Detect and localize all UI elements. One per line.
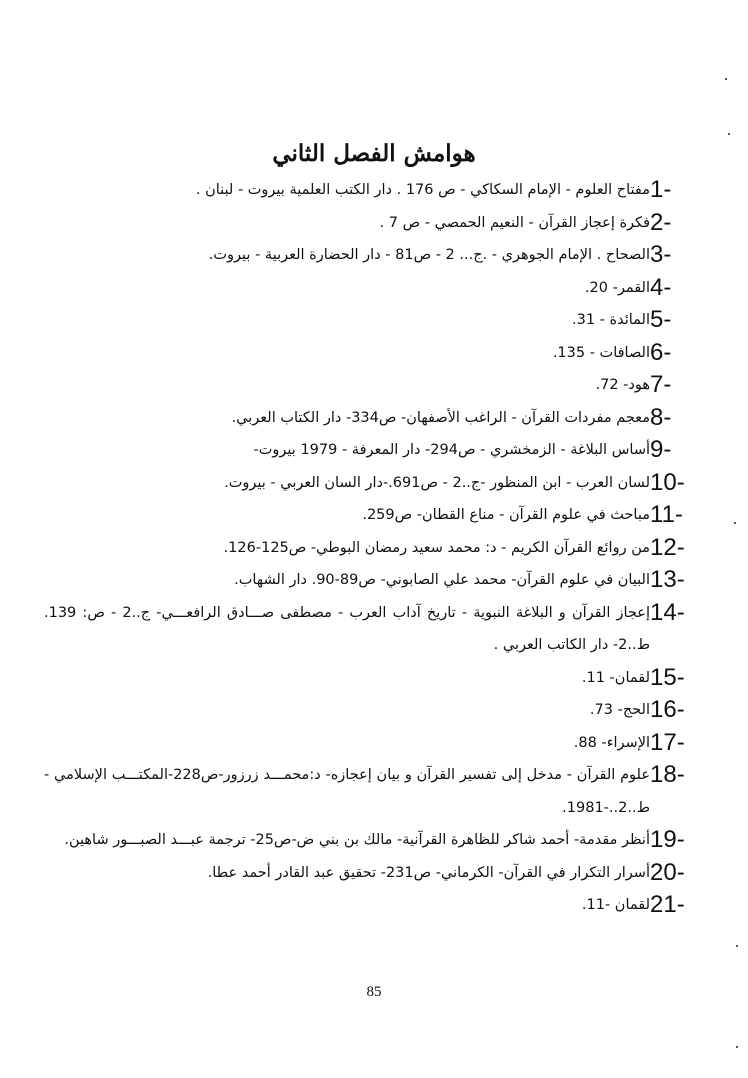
footnote-number: 10- — [650, 468, 685, 496]
footnote-number: 1- — [650, 176, 672, 203]
footnote-number: 7- — [650, 371, 672, 398]
scan-speck — [725, 78, 727, 80]
footnote-number: 5- — [650, 306, 672, 333]
footnote-number: 16- — [650, 696, 685, 723]
footnote-item — [44, 532, 712, 565]
footnote-number: 2- — [650, 208, 672, 236]
footnote-number: 21- — [650, 891, 685, 918]
footnote-item — [44, 824, 712, 857]
footnote-text: المائدة - 31. — [571, 312, 650, 328]
footnote-item — [44, 889, 712, 922]
footnote-text: فكرة إعجاز القرآن - النعيم الحمصي - ص 7 . — [379, 214, 650, 231]
footnote-item — [44, 434, 712, 467]
footnote-text: البيان في علوم القرآن- محمد علي الصابوني- ص89-90. دار الشهاب. — [234, 572, 650, 588]
scan-speck — [736, 1046, 738, 1048]
footnotes-list — [44, 174, 712, 922]
footnote-item — [44, 402, 712, 435]
footnote-item — [44, 597, 712, 662]
footnote-text: أنظر مقدمة- أحمد شاكر للظاهرة القرآنية- مالك بن بني ض-ص25- ترجمة عبـــد الصبـــور شاهين. — [64, 832, 650, 848]
footnote-text: من روائع القرآن الكريم - د: محمد سعيد رمضان البوطي- ص125-126. — [223, 539, 650, 556]
scan-speck — [734, 522, 736, 524]
footnote-text: الإسراء- 88. — [573, 734, 650, 751]
footnote-number: 13- — [650, 566, 685, 593]
footnote-text: الصحاح . الإمام الجوهري - .ج... 2 - ص81 - دار الحضارة العربية - بيروت. — [208, 247, 650, 263]
footnote-number: 19- — [650, 826, 685, 853]
footnote-text: القمر- 20. — [584, 279, 650, 296]
footnote-text: معجم مفردات القرآن - الراغب الأصفهان- ص334- دار الكتاب العربي. — [231, 409, 650, 426]
footnote-text: إعجاز القرآن و البلاغة النبوية - تاريخ آداب العرب - مصطفى صـــادق الرافعـــي- ج..2 - ص: 139. ط..2- دار الكاتب العربي . — [44, 604, 650, 653]
footnote-item — [44, 727, 712, 760]
footnote-text: علوم القرآن - مدخل إلى تفسير القرآن و بيان إعجازه- د:محمـــد زرزور-ص228-المكتـــب الإسلامي - ط..2..-1981. — [44, 767, 650, 816]
footnote-number: 8- — [650, 403, 672, 431]
footnote-text: مفتاح العلوم - الإمام السكاكي - ص 176 . دار الكتب العلمية بيروت - لبنان . — [195, 182, 650, 198]
footnote-item — [44, 337, 712, 370]
scan-speck — [736, 945, 738, 947]
footnote-number: 20- — [650, 858, 685, 886]
footnote-text: أساس البلاغة - الزمخشري - ص294- دار المعرفة - 1979 بيروت- — [253, 442, 650, 458]
footnote-number: 3- — [650, 241, 672, 268]
scan-speck — [728, 133, 730, 135]
page-title: هوامش الفصل الثاني — [272, 140, 476, 167]
footnote-number: 17- — [650, 728, 685, 756]
footnote-item — [44, 759, 712, 824]
footnote-text: الحج- 73. — [589, 702, 650, 718]
footnote-number: 15- — [650, 663, 685, 691]
footnote-text: مباحث في علوم القرآن - مناع القطان- ص259. — [362, 507, 650, 523]
footnote-number: 11- — [650, 501, 683, 528]
footnote-text: الصافات - 135. — [552, 344, 650, 361]
footnote-item — [44, 662, 712, 695]
footnote-item — [44, 694, 712, 727]
footnote-number: 4- — [650, 273, 672, 301]
footnote-number: 14- — [650, 598, 685, 626]
footnote-number: 6- — [650, 338, 672, 366]
footnote-item — [44, 369, 712, 402]
footnote-number: 18- — [650, 761, 685, 788]
footnote-text: لقمان -11. — [581, 897, 650, 913]
footnote-item — [44, 857, 712, 890]
page-number: 85 — [366, 984, 382, 1000]
footnote-text: لقمان- 11. — [581, 669, 650, 686]
footnote-text: لسان العرب - ابن المنظور -ج..2 - ص691.-دار السان العربي - بيروت. — [224, 474, 650, 491]
footnote-text: أسرار التكرار في القرآن- الكرماني- ص231- تحقيق عبد القادر أحمد عطا. — [207, 864, 650, 881]
footnote-item — [44, 272, 712, 305]
footnote-item — [44, 174, 712, 207]
footnote-item — [44, 564, 712, 597]
footnote-item — [44, 207, 712, 240]
footnote-number: 9- — [650, 436, 672, 463]
footnote-item — [44, 304, 712, 337]
footnote-item — [44, 239, 712, 272]
footnote-number: 12- — [650, 533, 685, 561]
footnote-item — [44, 467, 712, 500]
footnote-text: هود- 72. — [595, 377, 650, 393]
footnote-item — [44, 499, 712, 532]
